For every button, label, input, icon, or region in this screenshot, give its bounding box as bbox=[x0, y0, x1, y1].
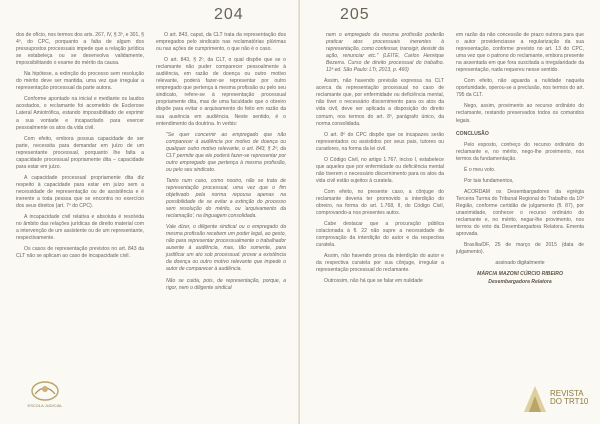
paragraph: Outrossim, não há que se falar em nulidade bbox=[324, 278, 423, 285]
trt10-logo-icon bbox=[520, 382, 550, 418]
right-page bbox=[300, 0, 600, 424]
paragraph: Conforme apontado na inicial e mediante os laudos acostados, o reclamante foi acometido de Esclerose Lateral Amiotrófica, estando impossibilitado de exprimir a sua vontade e incapacitado para exercer pessoalmente os atos da vida civil. bbox=[16, 96, 144, 131]
school-logo-text: ESCOLA JUDICIAL bbox=[27, 403, 63, 408]
paragraph: A incapacidade civil relativa e absoluta é resolvida no âmbito das relações jurídicas de direito material com a intervenção de um assistente ou de um representante, respectivamente. bbox=[16, 214, 144, 242]
left-column-2 bbox=[156, 32, 286, 296]
paragraph: O art. 843, § 2º, da CLT, o qual dispõe que se o reclamante não puder comparecer pessoalmente à audiência, em razão de doença ou outro motivo relevante, poderá fazer-se representar por outro empregado que pertença à mesma profissão ou pelo seu sindicato, refere-se à representação processual propriamente dita, mas de uma faculdade que o obreiro dispõe para evitar o arquivamento do feito em razão da sua ausência em audiência. Neste sentido, é o entendimento da doutrina. In verbis: bbox=[156, 57, 286, 127]
paragraph: Assim, não havendo prova da interdição do autor e da respectiva curatela por sua cônjuge, irregular a representação processual do reclamante. bbox=[316, 253, 444, 274]
paragraph: nem o empregado da mesma profissão poderão praticar atos processuais inerentes à representação, como confessar, transigir, desistir da ação, renunciar etc." (LEITE, Carlos Henrique Bezerra. Curso de direito processual do trabalho. 11ª ed. São Paulo: LTr, 2013, p. 460) bbox=[326, 32, 444, 74]
school-logo-icon bbox=[30, 380, 60, 402]
paragraph: Cabe destacar que a procuração pública colacionada à fl. 22 não supre a necessidade de comprovação da interdição do autor e da respectiva curatela. bbox=[316, 221, 444, 249]
paragraph: Com efeito, embora possua capacidade de ser parte, necessita para demandar em juízo de um representante processual, porquanto lhe falta a capacidade processual propriamente dita – capacidade para estar em juízo. bbox=[16, 135, 144, 170]
paragraph: Vale dizer, o diligente sindical ou o empregado da mesma profissão recebem um poder legal, ao gesto, não para representar processualmente o trabalhador ausente à audiência, mas, tão somente, para justificar um ato sob processual: provar a existência da doença ou outro motivo relevante que impede o autor de comparecer à audiência. bbox=[166, 224, 286, 273]
paragraph: MÁRCIA MAZONI CÚRCIO RIBEIRO bbox=[477, 271, 563, 278]
paragraph: O art. 8º do CPC dispõe que os incapazes serão representados ou assistidos por seus pais, tutores ou curadores, na forma da lei civil. bbox=[316, 131, 444, 152]
paragraph: ACORDAM os Desembargadores da egrégia Terceira Turma do Tribunal Regional do Trabalho da 10ª Região, conforme certidão de julgamento (fl. 87), por unanimidade, conhecer o recurso ordinário do reclamante e, no mérito, negar-lhe provimento, nos termos do voto da Desembargadora Relatora. Ementa aprovada. bbox=[456, 188, 584, 238]
paragraph: Não se cuida, pois, de representação, porque, a rigor, nem o diligente sindical bbox=[166, 277, 286, 291]
trt10-logo-text bbox=[550, 390, 588, 406]
paragraph: "Se quer concernir ao empregado que não comparecer à audiência por motivo de doença ou qualquer outro motivo relevante, o art. 843, § 2º, da CLT permite que ele poderá fazer-se representar por outro empregado que pertença à mesma profissão, ou pelo seu sindicato. bbox=[166, 131, 286, 173]
trt10-logo-line2: DO TRT10 bbox=[550, 397, 589, 406]
paragraph: CONCLUSÃO bbox=[456, 130, 489, 137]
paragraph: Brasília/DF, 25 de março de 2015 (data de julgamento). bbox=[456, 242, 584, 256]
left-column-1 bbox=[16, 32, 144, 264]
paragraph: Pelo exposto, conheço do recurso ordinário do reclamante e, no mérito, nego-lhe provimento, nos termos da fundamentação. bbox=[456, 141, 584, 162]
paragraph: Com efeito, não aguarda a nulidade naquela oportunidade, operou-se a preclusão, nos termos do art. 795 da CLT. bbox=[456, 78, 584, 99]
paragraph: Desembargadora Relatora bbox=[488, 279, 552, 286]
paragraph: Por tais fundamentos, bbox=[464, 177, 514, 184]
school-logo bbox=[18, 380, 72, 408]
trt10-logo-line1: REVISTA bbox=[550, 389, 584, 398]
paragraph: Na hipótese, a extinção do processo sem resolução do mérito deve ser mantida, uma vez que irregular a representação processual da parte autora. bbox=[16, 71, 144, 92]
page-number-left: 204 bbox=[214, 6, 244, 23]
trt10-logo bbox=[520, 382, 592, 422]
paragraph: É o meu voto. bbox=[464, 166, 496, 173]
right-column-2 bbox=[456, 32, 584, 290]
paragraph: Com efeito, no presente caso, a cônjuge do reclamante deveria ter promovido a interdição do obreiro, na forma do art. 1.768, II, do Código Civil, comprovando-a nos presentes autos. bbox=[316, 188, 444, 217]
page-number-right: 205 bbox=[340, 6, 370, 23]
paragraph: Assim, não havendo previsão expressa na CLT acerca da representação processual no caso de reclamante que, por enfermidade ou deficiência mental, não tiver o necessário discernimento para os atos da vida civil, deve ser aplicada a disposição do direito comum, nos termos do art. 8º, parágrafo único, da norma consolidada. bbox=[316, 78, 444, 127]
right-column-1 bbox=[316, 32, 444, 290]
paragraph: Nego, assim, provimento ao recurso ordinário do reclamante, restando preservados todos os comandos legais. bbox=[456, 103, 584, 124]
paragraph: em razão da não concessão de prazo outrora para que o autor providenciasse a regularização da sua representação, conforme previsto no art. 13 do CPC, uma vez que o patrono do reclamante, embora presente na assentada em que fora suscitada a irregularidade da representação, nada requereu nesse sentido. bbox=[456, 32, 584, 74]
paragraph: O art. 843, caput, da CLT trata da representação dos empregados pelo sindicato nas reclamatórias plúrimas ou nas ações de cumprimento, o que não é o caso. bbox=[156, 32, 286, 53]
paragraph: O Código Civil, no artigo 1.767, inciso I, estabelece que aqueles que por enfermidade ou deficiência mental não tiverem o necessário discernimento para os atos da vida civil estão sujeitos à curatela. bbox=[316, 156, 444, 184]
paragraph: assinado digitalmente bbox=[495, 260, 545, 267]
paragraph: Tanto num caso, como noutro, não se trata de representação processual, uma vez que o fim objetivado pela norma repousa apenas na possibilidade de se evitar a extinção do processo sem resolução do mérito, ou 'arquivamento da reclamação', na linguagem consolidada. bbox=[166, 177, 286, 220]
paragraph: dos de ofício, nos termos dos arts. 267, IV, § 3º, e 301, § 4º, do CPC, porquanto a falta de algum dos pressupostos processuais impede que a relação jurídica se estabeleça ou se desenvolva validamente, impossibilitando o exame do mérito da causa. bbox=[16, 32, 144, 67]
paragraph: Os casos de representação previstos no art. 843 da CLT não se aplicam ao caso de incapacidade civil. bbox=[16, 246, 144, 260]
paragraph: A capacidade processual propriamente dita diz respeito à capacidade para estar em juízo sem a necessidade de representação ou de assistência e é inerente a toda pessoa que se encontra no exercício dos seus direitos (art. 7º do CPC). bbox=[16, 174, 144, 210]
